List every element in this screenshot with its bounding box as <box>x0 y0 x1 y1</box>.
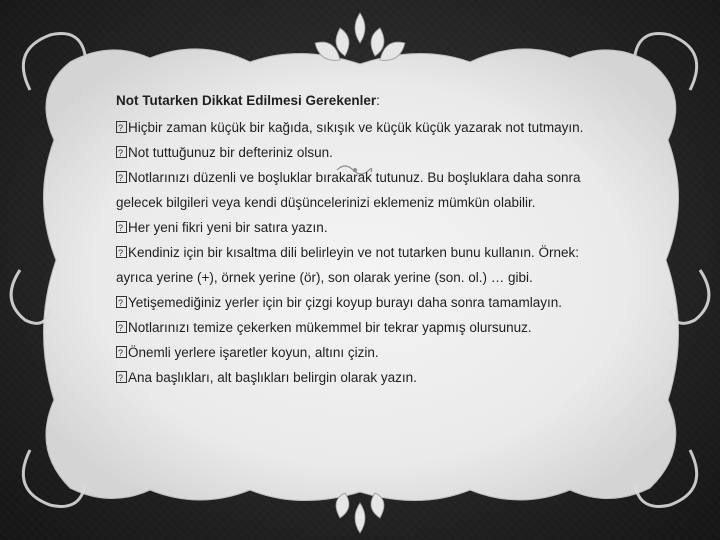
slide-heading-text: Not Tutarken Dikkat Edilmesi Gerekenler <box>116 93 377 108</box>
list-item <box>116 165 616 215</box>
list-item-text: Hiçbir zaman küçük bir kağıda, sıkışık ve küçük küçük yazarak not tutmayın. <box>128 120 584 135</box>
list-item-text: Not tuttuğunuz bir defteriniz olsun. <box>128 145 333 160</box>
list-item-text: Notlarınızı temize çekerken mükemmel bir tekrar yapmış olursunuz. <box>128 320 532 335</box>
list-item <box>116 340 616 365</box>
list-item-text: Ana başlıkları, alt başlıkları belirgin olarak yazın. <box>128 370 417 385</box>
missing-glyph-box-icon <box>116 121 127 133</box>
list-item <box>116 115 616 140</box>
list-item <box>116 290 616 315</box>
list-item-text: Önemli yerlere işaretler koyun, altını çizin. <box>128 345 379 360</box>
missing-glyph-box-icon <box>116 371 127 383</box>
list-item <box>116 140 616 165</box>
slide-heading-colon: : <box>376 93 380 108</box>
missing-glyph-box-icon <box>116 346 127 358</box>
list-item-text: Her yeni fikri yeni bir satıra yazın. <box>128 220 328 235</box>
bottom-ornament-icon <box>300 488 420 538</box>
missing-glyph-box-icon <box>116 171 127 183</box>
list-item <box>116 315 616 340</box>
list-item-text: Notlarınızı düzenli ve boşluklar bırakarak tutunuz. Bu boşluklara daha sonra gelecek bilgileri veya kendi düşüncelerinizi eklemeniz mümkün olabilir. <box>116 170 581 210</box>
list-item-text: Yetişemediğiniz yerler için bir çizgi koyup burayı daha sonra tamamlayın. <box>128 295 562 310</box>
list-item <box>116 215 616 240</box>
missing-glyph-box-icon <box>116 246 127 258</box>
missing-glyph-box-icon <box>116 221 127 233</box>
slide-heading <box>116 90 616 112</box>
list-item-text: Kendiniz için bir kısaltma dili belirleyin ve not tutarken bunu kullanın. Örnek: ayrıca yerine (+), örnek yerine (ör), son olarak yerine (son. ol.) … gibi. <box>116 245 579 285</box>
missing-glyph-box-icon <box>116 321 127 333</box>
slide-content <box>116 90 616 390</box>
list-item <box>116 240 616 290</box>
missing-glyph-box-icon <box>116 146 127 158</box>
list-item <box>116 365 616 390</box>
top-ornament-icon <box>300 8 420 68</box>
missing-glyph-box-icon <box>116 296 127 308</box>
